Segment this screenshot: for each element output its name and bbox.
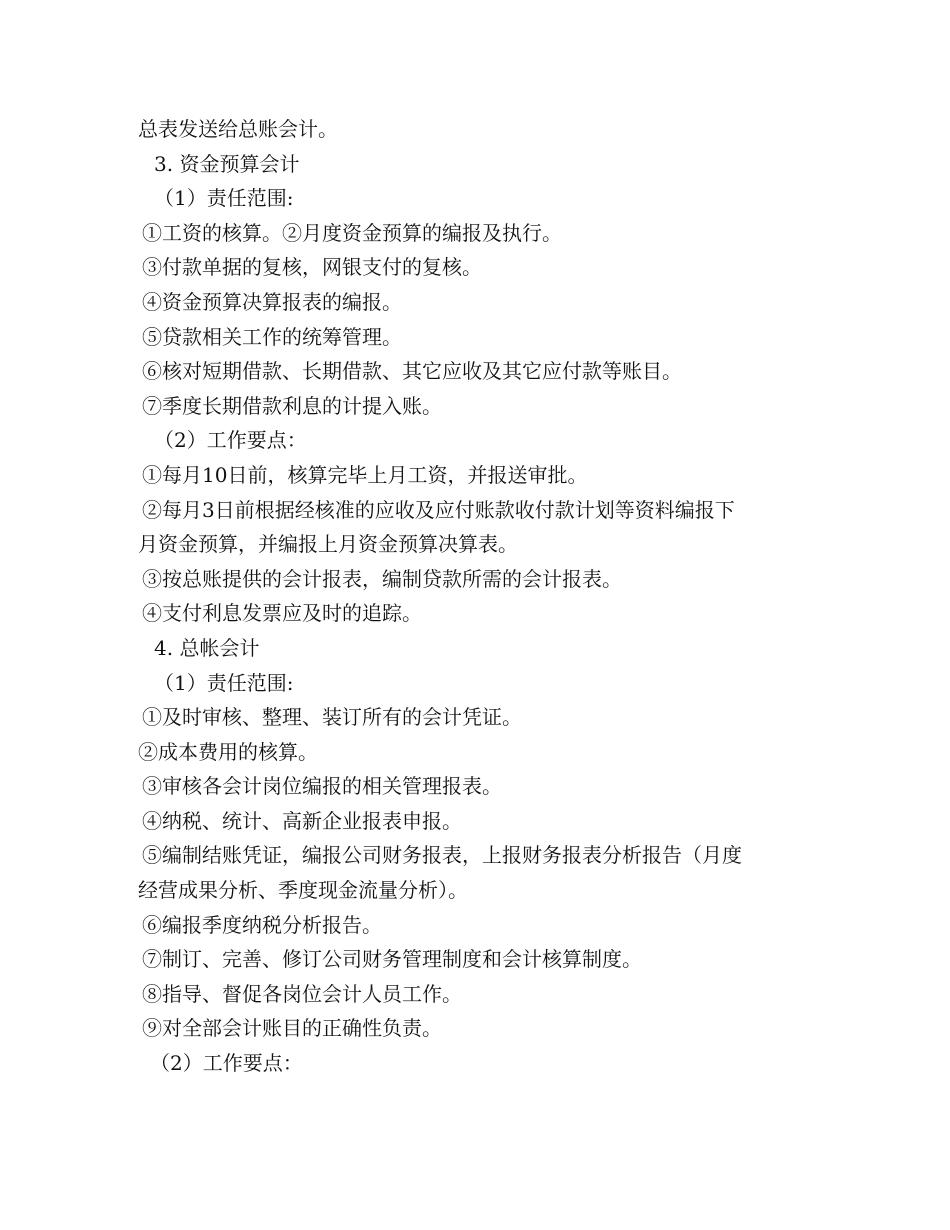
list-item: ⑨对全部会计账目的正确性负责。	[142, 1016, 442, 1041]
paragraph-line: 总表发送给总账会计。	[138, 117, 338, 141]
subsection-heading-responsibility: （1）责任范围:	[154, 670, 294, 695]
subsection-heading-responsibility: （1）责任范围:	[154, 186, 294, 211]
section-heading-budget-accountant: 3. 资金预算会计	[154, 151, 300, 176]
list-item-continuation: 经营成果分析、季度现金流量分析）。	[138, 878, 468, 903]
list-item: ③付款单据的复核，网银支付的复核。	[142, 255, 482, 280]
list-item: ④资金预算决算报表的编报。	[142, 289, 402, 314]
list-item: ①每月10日前，核算完毕上月工资，并报送审批。	[142, 462, 588, 487]
list-item: ②成本费用的核算。	[138, 739, 318, 764]
list-item: ⑤贷款相关工作的统筹管理。	[142, 324, 402, 349]
list-item: ④纳税、统计、高新企业报表申报。	[142, 808, 462, 833]
subsection-heading-key-points: （2）工作要点：	[150, 1051, 303, 1076]
list-item-continuation: 月资金预算，并编报上月资金预算决算表。	[138, 532, 518, 557]
list-item: ⑦制订、完善、修订公司财务管理制度和会计核算制度。	[142, 947, 642, 972]
list-item: ③审核各会计岗位编报的相关管理报表。	[142, 774, 502, 799]
list-item: ⑥核对短期借款、长期借款、其它应收及其它应付款等账目。	[142, 359, 682, 384]
list-item: ①及时审核、整理、装订所有的会计凭证。	[142, 705, 522, 730]
list-item: ⑥编报季度纳税分析报告。	[142, 912, 382, 937]
list-item: ④支付利息发票应及时的追踪。	[142, 601, 422, 626]
list-item: ⑧指导、督促各岗位会计人员工作。	[142, 981, 462, 1006]
list-item: ⑤编制结账凭证，编报公司财务报表，上报财务报表分析报告（月度	[142, 843, 742, 868]
document-body	[138, 112, 818, 1081]
subsection-heading-key-points: （2）工作要点：	[154, 428, 307, 453]
list-item: ③按总账提供的会计报表，编制贷款所需的会计报表。	[142, 566, 622, 591]
list-item: ①工资的核算。②月度资金预算的编报及执行。	[142, 220, 562, 245]
list-item: ②每月3日前根据经核准的应收及应付账款收付款计划等资料编报下	[142, 497, 735, 522]
list-item: ⑦季度长期借款利息的计提入账。	[142, 393, 442, 418]
section-heading-general-ledger: 4. 总帐会计	[154, 635, 260, 660]
